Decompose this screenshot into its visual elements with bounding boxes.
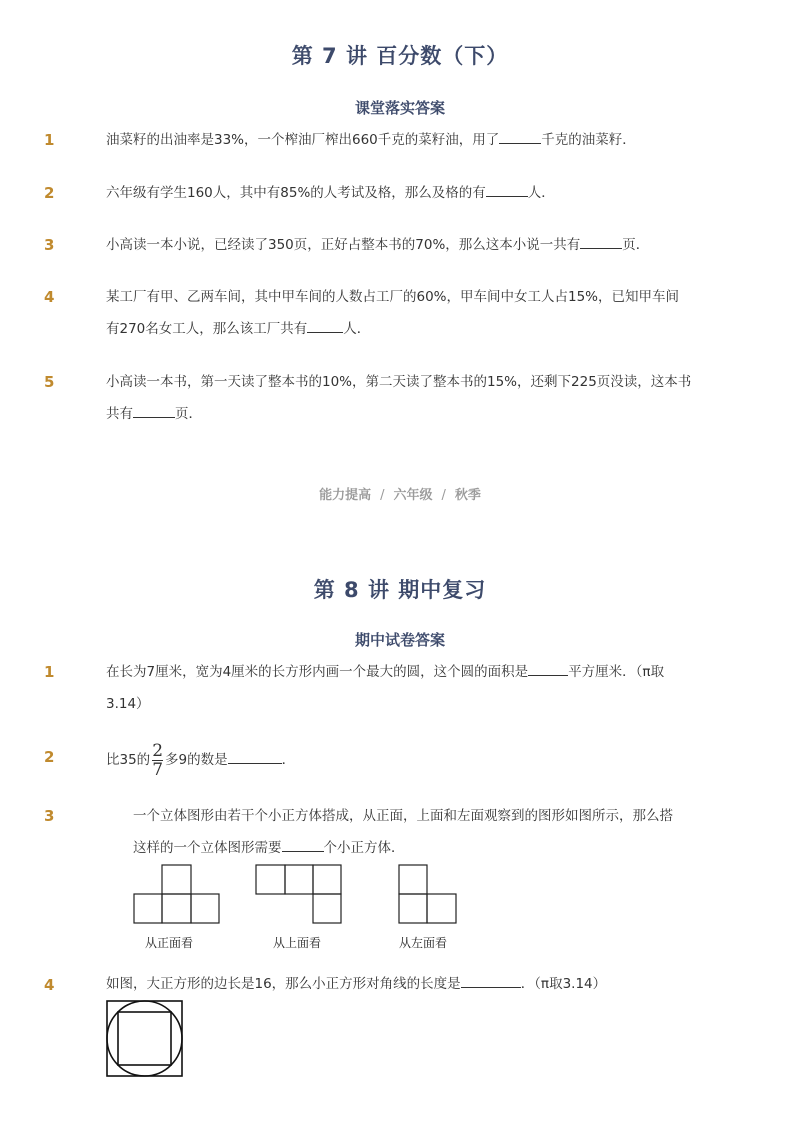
lecture-7-subtitle: 课堂落实答案	[354, 99, 445, 117]
question-number: 2	[44, 184, 55, 202]
question-number: 4	[44, 288, 55, 306]
question-text-after: ．（π取3.14）	[520, 976, 607, 992]
question-text-after: 人．	[527, 185, 555, 201]
question-text-before: 油菜籽的出油率是33%，一个榨油厂榨出660千克的菜籽油，用了	[106, 132, 500, 148]
question-number: 1	[44, 131, 55, 149]
question-number: 4	[44, 976, 55, 994]
footer-separator: /	[441, 488, 446, 503]
question-line: 某工厂有甲、乙两车间，其中甲车间的人数占工厂的60%，甲车间中女工人占15%，已知甲车间	[106, 289, 680, 305]
question-text-before: 在长为7厘米，宽为4厘米的长方形内画一个最大的圆，这个圆的面积是	[106, 664, 529, 680]
lecture-7-title: 第 7 讲 百分数（下）	[291, 44, 509, 68]
question-line: 小高读一本书，第一天读了整本书的10%，第二天读了整本书的15%，还剩下225页没读，这本书	[106, 374, 692, 390]
question-text-after: 页．	[175, 406, 202, 422]
footer-course: 能力提高	[319, 488, 372, 503]
question-number: 3	[44, 807, 55, 825]
question-text-before: 共有	[106, 406, 133, 422]
question-text-after: 千克的油菜籽．	[541, 132, 636, 148]
question-line: 3.14）	[106, 696, 150, 712]
top-view-caption: 从上面看	[273, 936, 322, 950]
question-text-before: 有270名女工人，那么该工厂共有	[106, 321, 308, 337]
question-number: 1	[44, 663, 55, 681]
question-text-end: ．	[281, 752, 296, 768]
small-square	[118, 1012, 171, 1065]
question-number: 5	[44, 373, 55, 391]
footer-separator: /	[380, 488, 385, 503]
question-number: 3	[44, 236, 55, 254]
lecture-8-title: 第 8 讲 期中复习	[313, 578, 487, 602]
question-text-after: 平方厘米．（π取	[568, 664, 665, 680]
question-text-before: 这样的一个立体图形需要	[133, 840, 282, 856]
fraction-denominator: 7	[152, 759, 164, 780]
question-text-after: 人．	[343, 321, 371, 337]
question-text-before: 如图，大正方形的边长是16，那么小正方形对角线的长度是	[106, 976, 461, 992]
question-text-after: 个小正方体．	[323, 840, 405, 856]
left-view-caption: 从左面看	[399, 936, 448, 950]
question-text-before: 小高读一本小说，已经读了350页，正好占整本书的70%，那么这本小说一共有	[106, 237, 581, 253]
question-line: 一个立体图形由若干个小正方体搭成，从正面，上面和左面观察到的图形如图所示，那么搭	[133, 808, 673, 824]
question-text-before: 六年级有学生160人，其中有85%的人考试及格，那么及格的有	[106, 185, 486, 201]
footer-grade: 六年级	[393, 488, 433, 503]
front-view-caption: 从正面看	[145, 936, 194, 950]
question-text-after: 多9的数是	[165, 752, 228, 768]
question-text-before: 比35的	[106, 752, 151, 768]
footer-season: 秋季	[454, 488, 481, 503]
lecture-8-subtitle: 期中试卷答案	[354, 631, 445, 649]
question-text-after: 页．	[622, 237, 650, 253]
fraction-numerator: 2	[152, 740, 164, 761]
question-number: 2	[44, 748, 55, 766]
